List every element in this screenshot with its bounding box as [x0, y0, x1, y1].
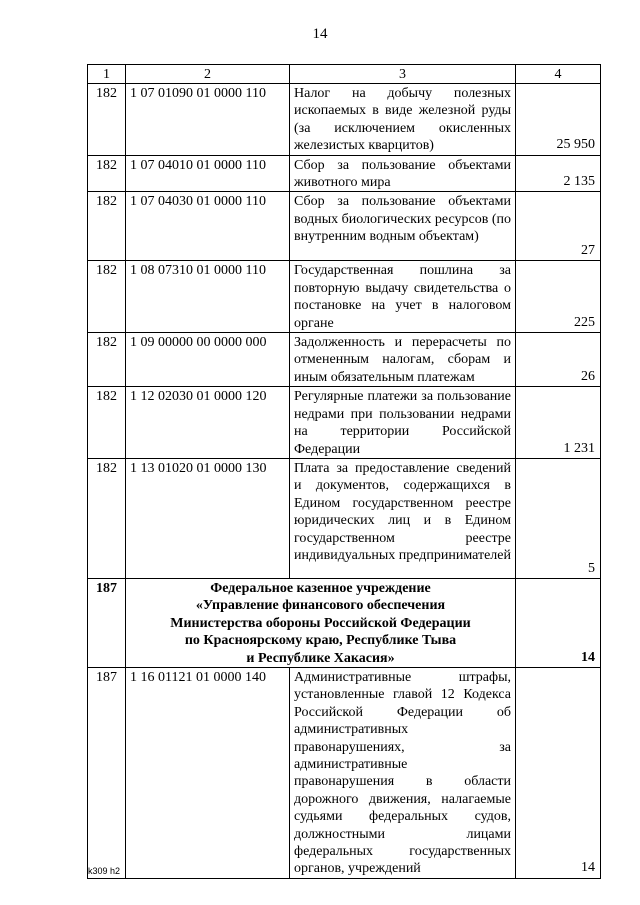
table-row — [88, 667, 601, 878]
kbk-code: 1 08 07310 01 0000 110 — [126, 261, 290, 333]
amount: 2 135 — [516, 155, 601, 192]
org-amount: 14 — [516, 578, 601, 667]
org-admin-code: 187 — [88, 578, 126, 667]
budget-revenue-table — [87, 64, 601, 879]
table-row — [88, 261, 601, 333]
admin-code: 182 — [88, 192, 126, 261]
org-title-line: и Республике Хакасия» — [246, 650, 395, 666]
header-col-3: 3 — [290, 65, 516, 84]
org-section-row — [88, 578, 601, 667]
table-row — [88, 458, 601, 578]
admin-code: 182 — [88, 458, 126, 578]
table-header-row — [88, 65, 601, 84]
kbk-code: 1 12 02030 01 0000 120 — [126, 387, 290, 459]
table-row — [88, 387, 601, 459]
kbk-code: 1 07 04030 01 0000 110 — [126, 192, 290, 261]
amount: 14 — [516, 667, 601, 878]
org-title-line: «Управление финансового обеспечения — [195, 598, 446, 614]
header-col-1: 1 — [88, 65, 126, 84]
amount: 27 — [516, 192, 601, 261]
revenue-name: Сбор за пользование объектами водных биологических ресурсов (по внутренним водным объектам) — [290, 192, 516, 261]
admin-code: 182 — [88, 333, 126, 387]
page-number: 14 — [312, 26, 328, 42]
revenue-name: Плата за предоставление сведений и документов, содержащихся в Едином государственном реестре юридических лиц и в Едином государственном реестре индивидуальных предпринимателей — [290, 458, 516, 578]
revenue-name: Сбор за пользование объектами животного мира — [290, 155, 516, 192]
kbk-code: 1 07 01090 01 0000 110 — [126, 84, 290, 156]
table-row — [88, 192, 601, 261]
amount: 225 — [516, 261, 601, 333]
admin-code: 187 — [88, 667, 126, 878]
amount: 25 950 — [516, 84, 601, 156]
org-title-line: по Красноярскому краю, Республике Тыва — [184, 633, 457, 649]
admin-code: 182 — [88, 155, 126, 192]
table-row — [88, 333, 601, 387]
amount: 26 — [516, 333, 601, 387]
revenue-name: Задолженность и перерасчеты по отмененным налогам, сборам и иным обязательным платежам — [290, 333, 516, 387]
amount: 5 — [516, 458, 601, 578]
admin-code: 182 — [88, 261, 126, 333]
org-title — [126, 578, 516, 667]
revenue-name: Регулярные платежи за пользование недрами при пользовании недрами на территории Российской Федерации — [290, 387, 516, 459]
table-row — [88, 155, 601, 192]
org-title-line: Министерства обороны Российской Федерации — [170, 615, 471, 631]
revenue-name: Государственная пошлина за повторную выдачу свидетельства о постановке на учет в налоговом органе — [290, 261, 516, 333]
header-col-4: 4 — [516, 65, 601, 84]
amount: 1 231 — [516, 387, 601, 459]
org-title-line: Федеральное казенное учреждение — [210, 580, 431, 596]
kbk-code: 1 16 01121 01 0000 140 — [126, 667, 290, 878]
revenue-name: Налог на добычу полезных ископаемых в виде железной руды (за исключением окисленных железистых кварцитов) — [290, 84, 516, 156]
header-col-2: 2 — [126, 65, 290, 84]
admin-code: 182 — [88, 387, 126, 459]
revenue-name: Административные штрафы, установленные главой 12 Кодекса Российской Федерации об административных правонарушениях, за административные правонарушения в области дорожного движения, налагаемые судьями федеральных судов, должностными лицами федеральных государственных органов, учреждений — [290, 667, 516, 878]
footer-code: k309 h2 — [88, 866, 121, 876]
admin-code: 182 — [88, 84, 126, 156]
kbk-code: 1 09 00000 00 0000 000 — [126, 333, 290, 387]
kbk-code: 1 13 01020 01 0000 130 — [126, 458, 290, 578]
kbk-code: 1 07 04010 01 0000 110 — [126, 155, 290, 192]
table-row — [88, 84, 601, 156]
